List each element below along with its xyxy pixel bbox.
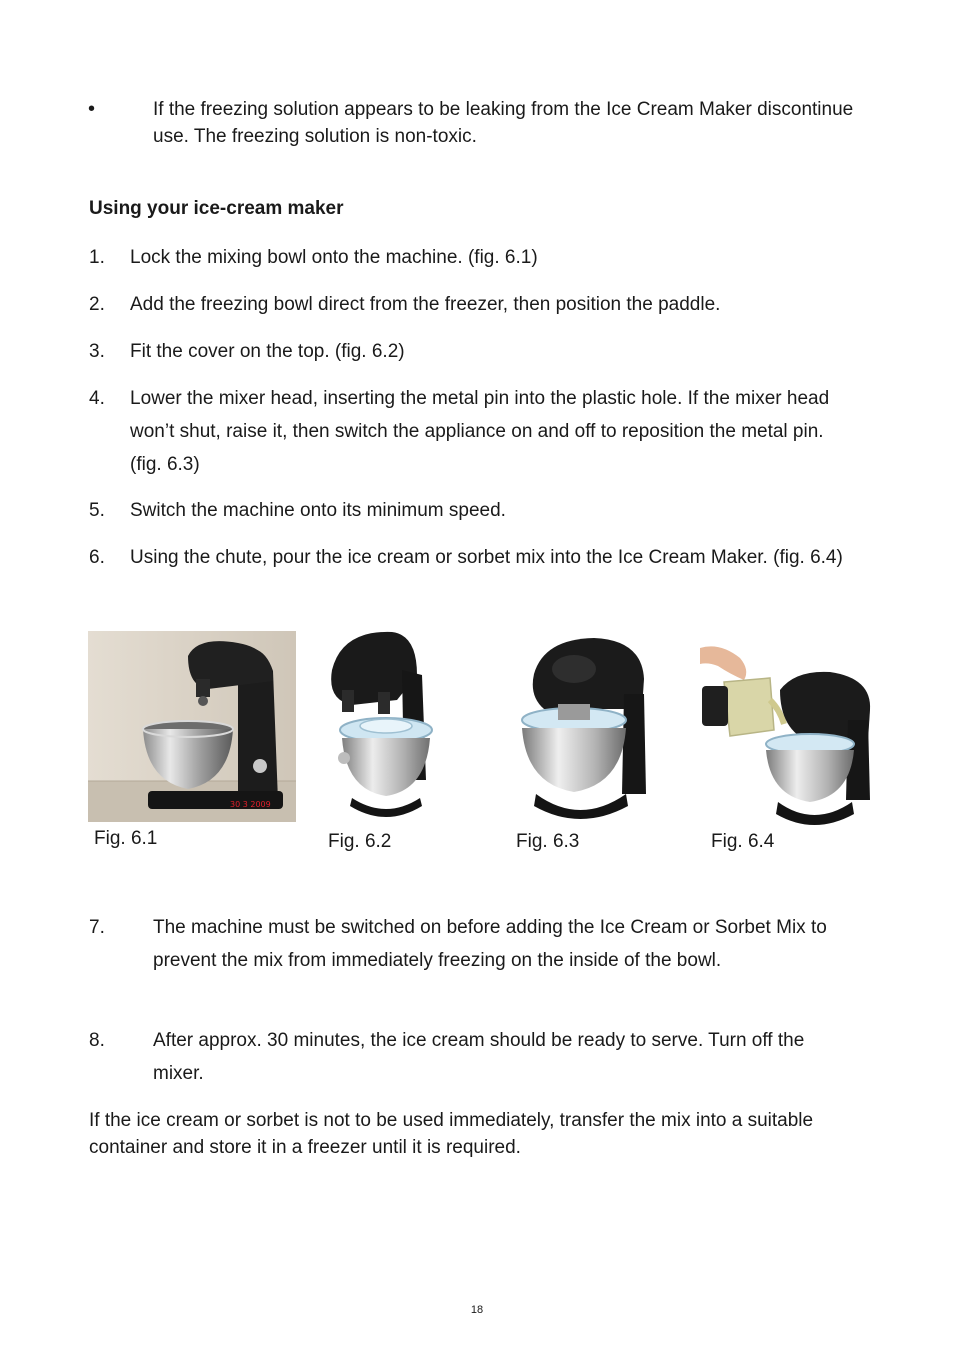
step-text: After approx. 30 minutes, the ice cream should be ready to serve. Turn off the mixer. [153,1030,805,1084]
step-number: 2. [89,294,105,315]
closing-paragraph: If the ice cream or sorbet is not to be used immediately, transfer the mix into a suitable container and store it in a freezer until it is required. [89,1110,814,1158]
step-text: Add the freezing bowl direct from the freezer, then position the paddle. [130,294,721,315]
figure-6-4-image [700,640,872,826]
step-number: 8. [89,1030,105,1051]
bullet-note-text: If the freezing solution appears to be leaking from the Ice Cream Maker discontinue use. The freezing solution is non-toxic. [153,99,854,147]
date-stamp: 30 3 2009 [230,800,271,809]
step-text: Lock the mixing bowl onto the machine. (fig. 6.1) [130,247,538,268]
step-number: 6. [89,547,105,568]
figure-6-2-image [322,630,450,822]
figure-caption-6-3: Fig. 6.3 [516,831,580,852]
figure-6-3-image [514,634,650,824]
step-text: Fit the cover on the top. (fig. 6.2) [130,341,405,362]
section-heading: Using your ice-cream maker [89,198,344,219]
step-text: Using the chute, pour the ice cream or sorbet mix into the Ice Cream Maker. (fig. 6.4) [130,547,843,568]
page-number: 18 [470,1304,484,1316]
step-number: 4. [89,388,105,409]
figure-caption-6-1: Fig. 6.1 [94,828,158,849]
step-number: 1. [89,247,105,268]
figure-caption-6-2: Fig. 6.2 [328,831,392,852]
step-text: The machine must be switched on before adding the Ice Cream or Sorbet Mix to prevent the mix from immediately freezing on the inside of the bowl. [153,917,827,971]
step-number: 5. [89,500,105,521]
step-text: Lower the mixer head, inserting the metal pin into the plastic hole. If the mixer head won’t shut, raise it, then switch the appliance on and off to reposition the metal pin. (fig. 6.3) [130,388,830,475]
step-number: 7. [89,917,105,938]
figure-caption-6-4: Fig. 6.4 [711,831,775,852]
step-number: 3. [89,341,105,362]
step-text: Switch the machine onto its minimum speed. [130,500,506,521]
bullet-marker: • [88,98,96,120]
figure-6-1-image [88,631,296,822]
